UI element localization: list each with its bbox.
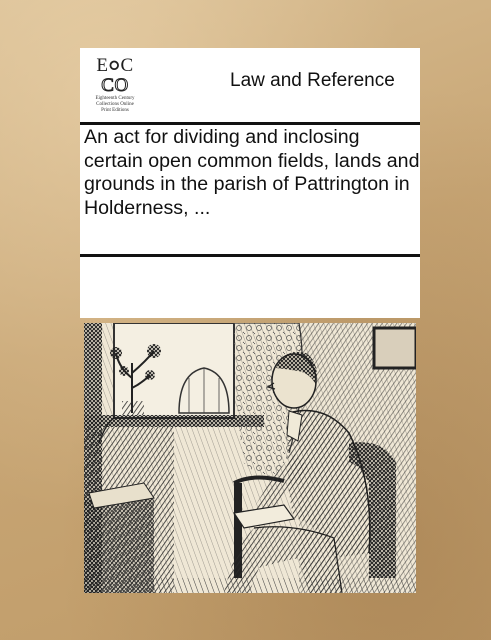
ecco-logo-line-2: Collections Online	[96, 102, 134, 107]
book-title: An act for dividing and inclosing certain open common fields, lands and grounds in the parish of Pattrington in Holderness, ...	[84, 126, 420, 219]
ecco-logo-line-3: Print Editions	[101, 108, 129, 113]
ecco-logo-line-1: Eighteenth Century	[95, 96, 135, 101]
series-label: Law and Reference	[230, 70, 395, 91]
bottom-rule	[80, 254, 420, 257]
ecco-logo-mark: E○C CO	[96, 55, 134, 96]
cover-engraving	[84, 323, 416, 593]
engraving-illustration	[84, 323, 416, 593]
title-panel	[80, 48, 420, 318]
top-rule	[80, 122, 420, 125]
ecco-logo	[88, 56, 142, 116]
